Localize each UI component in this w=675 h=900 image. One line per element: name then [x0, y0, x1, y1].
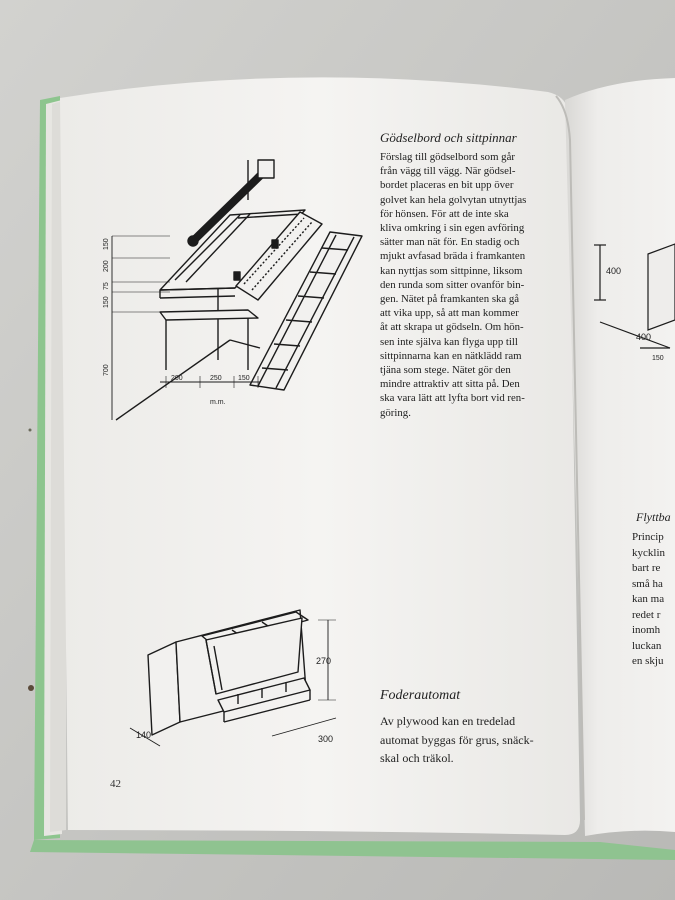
body-line: redet r	[632, 608, 661, 621]
body-line: sätter man nät för. En stadig och	[380, 236, 520, 249]
body-line: skal och träkol.	[380, 751, 454, 765]
body-line: kan nyttjas som sittpinne, liksom	[380, 264, 523, 277]
dim-h1: 200	[171, 375, 183, 382]
body-line: små ha	[632, 577, 663, 590]
section-title-goedselbord: Gödselbord och sittpinnar	[380, 130, 517, 145]
dim-height: 270	[316, 656, 332, 666]
right-page-body	[632, 530, 675, 670]
right-dim-2: 400	[636, 332, 652, 342]
right-page-title: Flyttba	[636, 510, 671, 524]
dim-v5: 700	[103, 364, 110, 376]
section-title-foderautomat: Foderautomat	[380, 688, 461, 703]
body-line: luckan	[632, 639, 662, 652]
body-line: göring.	[380, 406, 411, 419]
page-number: 42	[110, 778, 121, 790]
body-line: inomh	[632, 624, 661, 636]
body-line: tjäna som stege. Nätet gör den	[380, 364, 511, 377]
body-line: sen inte själva kan flyga upp till	[380, 335, 518, 348]
dim-v2: 200	[103, 260, 110, 272]
body-line: Princip	[632, 531, 664, 543]
dim-h3: 150	[238, 375, 250, 382]
dim-v1: 150	[103, 238, 110, 250]
body-line: golvet kan hela golvytan utnyttjas	[380, 193, 527, 206]
body-line: åt att skrapa ut gödseln. Om hön-	[380, 321, 524, 334]
body-line: Förslag till gödselbord som går	[380, 151, 515, 163]
body-line: kycklin	[632, 546, 665, 559]
body-line: kan ma	[632, 593, 665, 605]
body-line: ska vara lätt att lyfta bort vid ren-	[380, 392, 525, 405]
body-line: bordet placeras en bit upp över	[380, 179, 514, 192]
right-dim-3: 150	[652, 355, 664, 362]
body-line: den runda som sitter ovanför bin-	[380, 278, 525, 291]
body-line: automat byggas för grus, snäck-	[380, 732, 534, 747]
body-line: en skju	[632, 655, 664, 667]
body-line: bart re	[632, 562, 661, 574]
body-line: från vägg till vägg. När gödsel-	[380, 165, 516, 178]
body-line: kliva omkring i sin egen avföring	[380, 222, 525, 235]
body-line: mjukt avfasad bräda i framkanten	[380, 250, 526, 263]
dim-unit: m.m.	[210, 399, 226, 406]
dim-v3: 75	[103, 282, 110, 290]
right-dim-1: 400	[606, 266, 622, 276]
dim-h2: 250	[210, 375, 222, 382]
body-line: gen. Nätet på framkanten ska gå	[380, 293, 520, 306]
body-line: att vika upp, så att man kommer	[380, 307, 519, 320]
dim-v4: 150	[103, 296, 110, 308]
dim-width: 300	[318, 734, 334, 744]
body-line: för hönsen. För att de inte ska	[380, 207, 509, 220]
body-line: mindre attraktiv att sitta på. Den	[380, 378, 520, 391]
dim-depth: 140	[136, 730, 152, 740]
body-line: Av plywood kan en tredelad	[380, 714, 516, 728]
body-line: sittpinnarna kan en nätklädd ram	[380, 349, 522, 362]
